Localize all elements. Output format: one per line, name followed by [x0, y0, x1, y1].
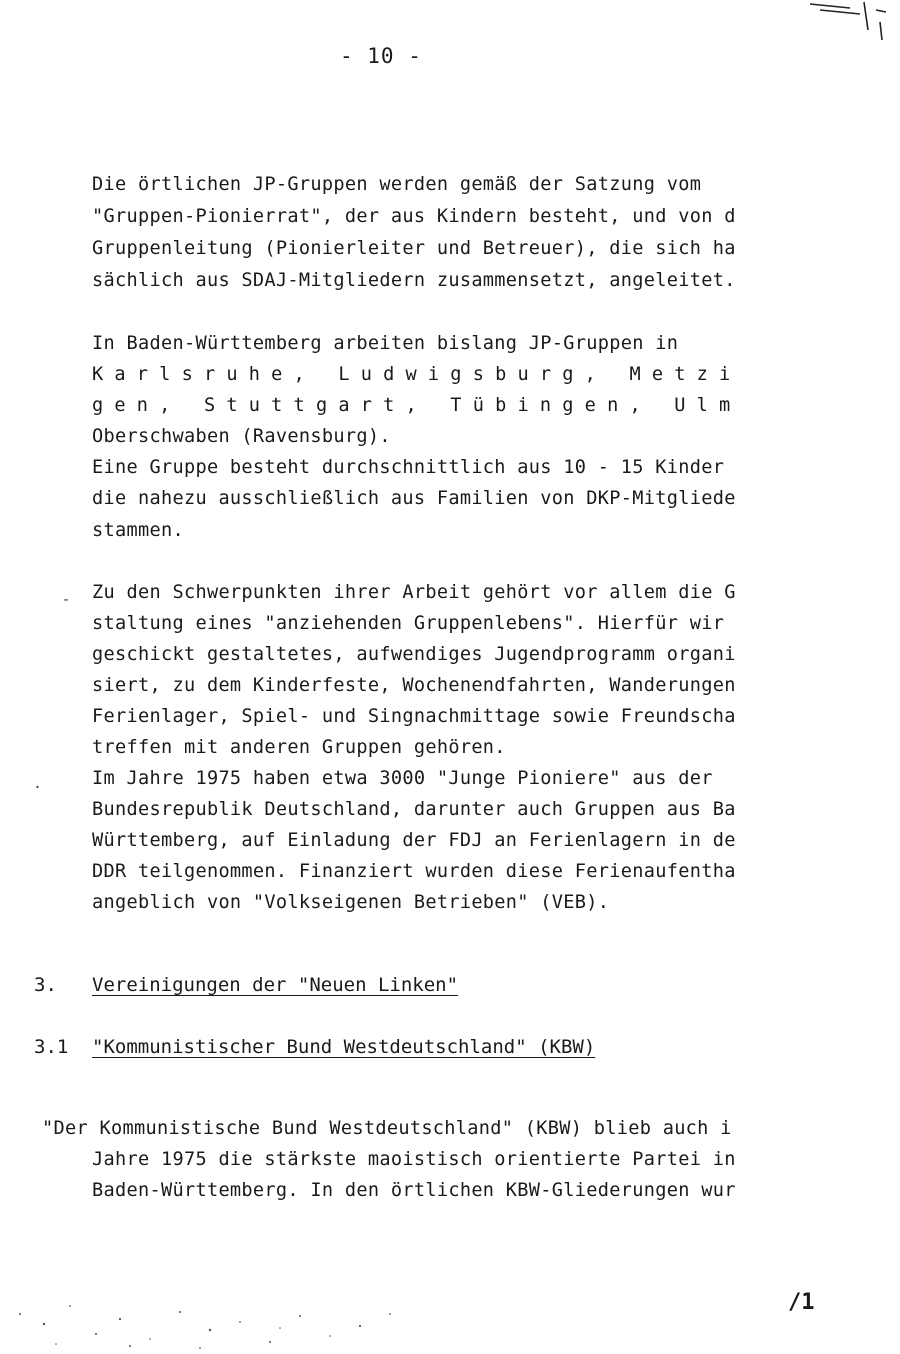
text-line: treffen mit anderen Gruppen gehören.: [92, 737, 506, 758]
text-line: Zu den Schwerpunkten ihrer Arbeit gehört vor allem die G: [92, 582, 736, 603]
text-line: staltung eines "anziehenden Gruppenlebens". Hierfür wir: [92, 613, 725, 634]
text-line: Baden-Württemberg. In den örtlichen KBW-Gliederungen wur: [92, 1180, 736, 1201]
text-line: Ferienlager, Spiel- und Singnachmittage sowie Freundscha: [92, 706, 736, 727]
margin-dash: -: [62, 592, 71, 608]
text-line: Bundesrepublik Deutschland, darunter auch Gruppen aus Ba: [92, 799, 736, 820]
text-line: geschickt gestaltetes, aufwendiges Jugendprogramm organi: [92, 644, 736, 665]
text-line: angeblich von "Volkseigenen Betrieben" (VEB).: [92, 892, 610, 913]
text-line: Karlsruhe, Ludwigsburg, Metzi: [92, 364, 742, 385]
text-line: Die örtlichen JP-Gruppen werden gemäß der Satzung vom: [92, 174, 702, 195]
text-line: Eine Gruppe besteht durchschnittlich aus 10 - 15 Kinder: [92, 457, 725, 478]
text-line: Im Jahre 1975 haben etwa 3000 "Junge Pioniere" aus der: [92, 768, 713, 789]
text-line: DDR teilgenommen. Finanziert wurden diese Ferienaufentha: [92, 861, 736, 882]
text-line: "Gruppen-Pionierrat", der aus Kindern besteht, und von d: [92, 206, 736, 227]
text-line: "Der Kommunistische Bund Westdeutschland" (KBW) blieb auch i: [42, 1118, 732, 1139]
subsection-heading: "Kommunistischer Bund Westdeutschland" (KBW): [92, 1036, 596, 1058]
text-line: die nahezu ausschließlich aus Familien von DKP-Mitgliede: [92, 488, 736, 509]
text-line: Oberschwaben (Ravensburg).: [92, 426, 391, 447]
scan-noise: [0, 1284, 420, 1354]
text-line: sächlich aus SDAJ-Mitgliedern zusammensetzt, angeleitet.: [92, 270, 736, 291]
text-line: gen, Stuttgart, Tübingen, Ulm: [92, 395, 742, 416]
text-line: siert, zu dem Kinderfeste, Wochenendfahrten, Wanderungen: [92, 675, 736, 696]
continuation-mark: /1: [788, 1290, 815, 1315]
text-line: In Baden-Württemberg arbeiten bislang JP-Gruppen in: [92, 333, 679, 354]
text-line: Gruppenleitung (Pionierleiter und Betreuer), die sich ha: [92, 238, 736, 259]
text-line: stammen.: [92, 520, 184, 541]
section-number: 3.: [34, 974, 57, 996]
margin-scribble: [790, 0, 900, 46]
page-number: - 10 -: [340, 44, 422, 68]
subsection-number: 3.1: [34, 1036, 69, 1058]
section-heading: Vereinigungen der "Neuen Linken": [92, 974, 459, 996]
margin-dot: .: [34, 776, 43, 792]
text-line: Württemberg, auf Einladung der FDJ an Ferienlagern in de: [92, 830, 736, 851]
text-line: Jahre 1975 die stärkste maoistisch orientierte Partei in: [92, 1149, 736, 1170]
